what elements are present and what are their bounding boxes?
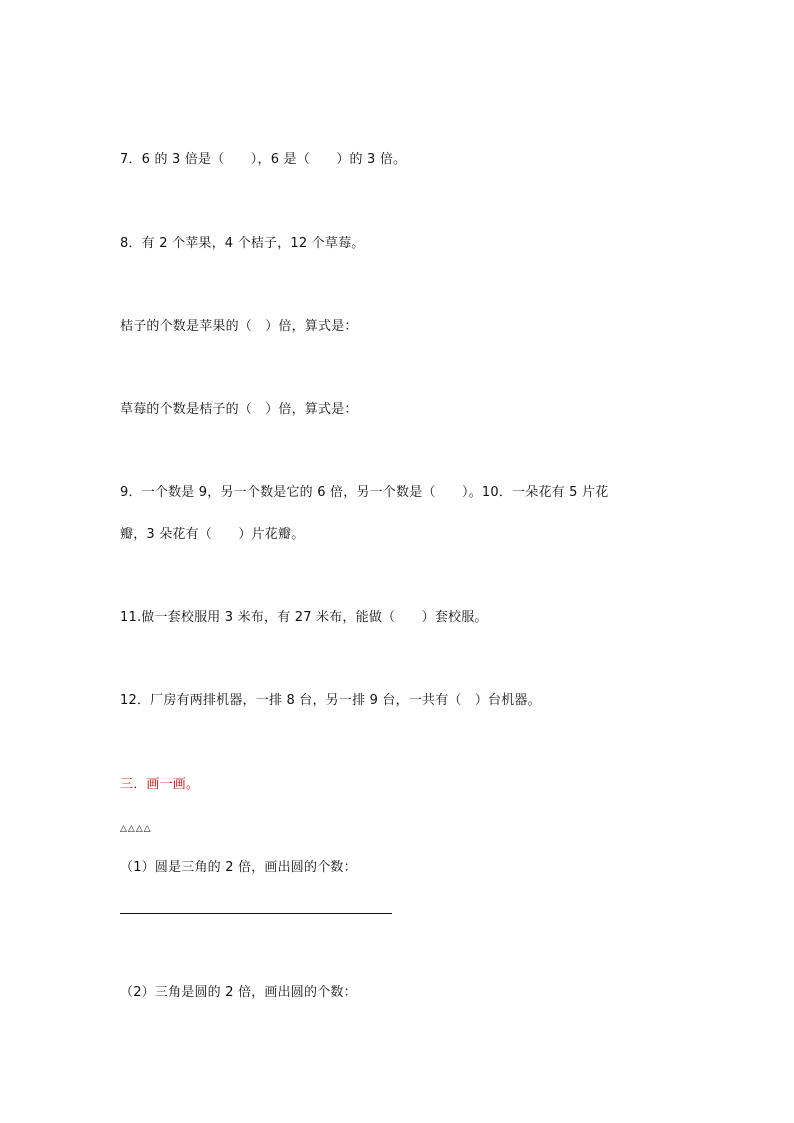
question-8-part-oranges: 桔子的个数是苹果的（ ）倍，算式是： [120,319,358,334]
question-9-and-10: 9．一个数是 9，另一个数是它的 6 倍，另一个数是（ ）。10．一朵花有 5 片花 [120,485,609,500]
drawing-prompt-2: （2）三角是圆的 2 倍，画出圆的个数： [120,985,357,1000]
answer-underline [120,913,392,914]
question-10-continued: 瓣，3 朵花有（ ）片花瓣。 [120,527,305,542]
section-3-heading: 三．画一画。 [120,777,200,792]
question-8: 8．有 2 个苹果，4 个桔子，12 个草莓。 [120,236,365,251]
question-12: 12．厂房有两排机器，一排 8 台，另一排 9 台，一共有（ ）台机器。 [120,693,541,708]
question-7: 7．6 的 3 倍是（ ），6 是（ ）的 3 倍。 [120,152,407,167]
drawing-prompt-1: （1）圆是三角的 2 倍，画出圆的个数： [120,860,357,875]
question-11: 11.做一套校服用 3 米布，有 27 米布，能做（ ）套校服。 [120,610,488,625]
triangle-icons: △△△△ [120,824,152,834]
question-8-part-strawberries: 草莓的个数是桔子的（ ）倍，算式是： [120,402,358,417]
